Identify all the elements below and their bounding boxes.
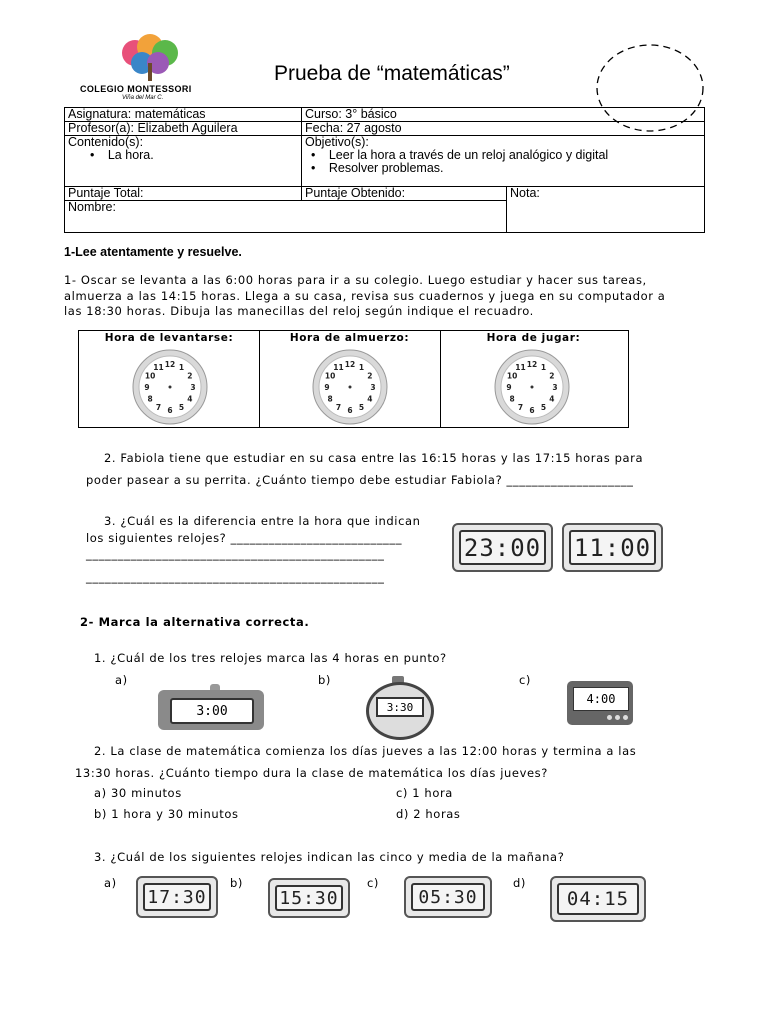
clock-center (531, 386, 534, 389)
s2-q3-option-c[interactable]: c) (367, 876, 380, 890)
s2-q1-clock-b[interactable] (364, 676, 432, 736)
clock-number: 3 (552, 383, 558, 392)
s2-q2-option-b[interactable]: b) 1 hora y 30 minutos (94, 807, 239, 821)
clock-number: 10 (324, 371, 336, 381)
clock-number: 10 (506, 371, 518, 381)
course-cell: Curso: 3° básico (302, 108, 705, 122)
objectives-label: Objetivo(s): (305, 135, 369, 149)
school-logo (115, 33, 185, 83)
clock-number: 6 (529, 406, 535, 415)
clock-number: 2 (187, 371, 193, 381)
analog-clock-3[interactable] (488, 349, 576, 425)
digital-clock-2 (562, 523, 663, 572)
clock-number: 1 (540, 363, 547, 373)
s2-question3: 3. ¿Cuál de los siguientes relojes indican las cinco y media de la mañana? (94, 850, 565, 864)
section2-heading: 2- Marca la alternativa correcta. (80, 615, 310, 629)
clock-label-2: Hora de almuerzo: (289, 332, 410, 344)
s2-q1-clock-a[interactable] (158, 684, 266, 730)
obtained-score-cell: Puntaje Obtenido: (302, 187, 507, 201)
clock-number: 5 (358, 402, 365, 412)
s2-q3-clock-b-time: 15:30 (275, 885, 343, 911)
objective-item-2: • Resolver problemas. (311, 161, 444, 175)
question2-line2: poder pasear a su perrita. ¿Cuánto tiempo debe estudiar Fabiola? ____________________ (86, 473, 634, 487)
clock-number: 9 (324, 383, 330, 392)
s2-q1-option-c[interactable]: c) (519, 673, 532, 687)
problem1-line3: las 18:30 horas. Dibuja las manecillas del reloj según indique el recuadro. (64, 304, 534, 318)
answer-line-1[interactable]: _______________________________________________ (86, 547, 385, 561)
s2-q2-option-a[interactable]: a) 30 minutos (94, 786, 182, 800)
question2-line1: 2. Fabiola tiene que estudiar en su casa entre las 16:15 horas y las 17:15 horas para (104, 451, 644, 465)
digital-clock-2-time: 11:00 (569, 530, 656, 565)
s2-q3-option-d[interactable]: d) (513, 876, 526, 890)
clock-number: 2 (549, 371, 555, 381)
clock-number: 12 (526, 360, 538, 369)
objective-text-2: Resolver problemas. (328, 161, 444, 175)
clock-number: 4 (549, 394, 555, 404)
clock-number: 6 (167, 406, 173, 415)
clock-number: 11 (515, 363, 526, 373)
clock-label-1: Hora de levantarse: (104, 332, 234, 344)
clock-cell-2 (259, 331, 441, 427)
s2-q1-clock-c[interactable] (567, 681, 635, 727)
clock-number: 11 (333, 363, 344, 373)
clock-number: 9 (144, 383, 150, 392)
school-name: COLEGIO MONTESSORI (80, 84, 192, 94)
grade-cell: Nota: (507, 187, 705, 233)
s2-q1-option-a[interactable]: a) (115, 673, 128, 687)
content-cell (65, 136, 302, 187)
clock-number: 12 (164, 360, 176, 369)
s2-q2-option-d[interactable]: d) 2 horas (396, 807, 461, 821)
clock-number: 5 (178, 402, 185, 412)
clock-number: 2 (367, 371, 373, 381)
section1-heading: 1-Lee atentamente y resuelve. (64, 245, 242, 259)
s2-q3-clock-d[interactable] (550, 876, 646, 922)
clock-number: 5 (540, 402, 547, 412)
clock-number: 10 (144, 371, 156, 381)
clock-number: 11 (153, 363, 164, 373)
content-label: Contenido(s): (68, 135, 144, 149)
clock-number: 7 (155, 402, 162, 412)
clock-cell-1 (79, 331, 260, 427)
clock-cell-3 (440, 331, 627, 427)
objective-item-1: • Leer la hora a través de un reloj analógico y digital (311, 148, 609, 162)
s2-question2-line2: 13:30 horas. ¿Cuánto tiempo dura la clase de matemática los días jueves? (75, 766, 548, 780)
digital-clock-1 (452, 523, 553, 572)
clock-center (349, 386, 352, 389)
name-cell: Nombre: (65, 201, 507, 233)
page-title: Prueba de “matemáticas” (274, 62, 510, 85)
clock-number: 6 (347, 406, 353, 415)
date-cell: Fecha: 27 agosto (302, 122, 705, 136)
clock-c-time: 4:00 (573, 687, 629, 711)
problem1-line1: 1- Oscar se levanta a las 6:00 horas para ir a su colegio. Luego estudiar y hacer sus tareas, (64, 273, 647, 287)
question3-line1: 3. ¿Cuál es la diferencia entre la hora que indican (104, 514, 421, 528)
s2-q3-option-b[interactable]: b) (230, 876, 243, 890)
clock-a-time: 3:00 (170, 698, 254, 724)
answer-line-2[interactable]: _______________________________________________ (86, 570, 385, 584)
clock-label-3: Hora de jugar: (486, 332, 581, 344)
clock-number: 7 (335, 402, 342, 412)
clock-number: 8 (147, 394, 153, 404)
monitor-dot (623, 715, 628, 720)
analog-clock-1[interactable] (126, 349, 214, 425)
clock-table (78, 330, 629, 428)
clock-number: 7 (517, 402, 524, 412)
problem1-line2: almuerza a las 14:15 horas. Llega a su casa, revisa sus cuadernos y juega en su computador a (64, 289, 666, 303)
monitor-dot (607, 715, 612, 720)
content-item: • La hora. (90, 148, 154, 162)
s2-question1: 1. ¿Cuál de los tres relojes marca las 4 horas en punto? (94, 651, 447, 665)
clock-number: 1 (358, 363, 365, 373)
teacher-cell: Profesor(a): Elizabeth Aguilera (65, 122, 302, 136)
clock-number: 3 (370, 383, 376, 392)
clock-number: 4 (187, 394, 193, 404)
s2-q1-option-b[interactable]: b) (318, 673, 331, 687)
clock-number: 9 (506, 383, 512, 392)
analog-clock-2[interactable] (306, 349, 394, 425)
objective-text-1: Leer la hora a través de un reloj analógico y digital (328, 148, 609, 162)
clock-number: 12 (344, 360, 356, 369)
total-score-cell: Puntaje Total: (65, 187, 302, 201)
clock-b-time: 3:30 (376, 697, 424, 717)
clock-number: 4 (367, 394, 373, 404)
s2-q3-clock-a[interactable] (136, 876, 218, 918)
subject-cell: Asignatura: matemáticas (65, 108, 302, 122)
question3-line2: los siguientes relojes? ___________________________ (86, 531, 403, 545)
s2-q3-clock-c-time: 05:30 (411, 883, 485, 911)
monitor-dot (615, 715, 620, 720)
clock-number: 1 (178, 363, 185, 373)
clock-center (169, 386, 172, 389)
clock-number: 3 (190, 383, 196, 392)
info-table (64, 107, 705, 233)
s2-q3-clock-a-time: 17:30 (143, 883, 211, 911)
digital-clock-1-time: 23:00 (459, 530, 546, 565)
s2-q3-clock-d-time: 04:15 (557, 883, 639, 915)
content-item-text: La hora. (107, 148, 154, 162)
s2-question2-line1: 2. La clase de matemática comienza los días jueves a las 12:00 horas y termina a las (94, 744, 637, 758)
s2-q3-option-a[interactable]: a) (104, 876, 117, 890)
school-subtitle: Viña del Mar C. (122, 95, 164, 101)
clock-number: 8 (327, 394, 333, 404)
objectives-cell (302, 136, 705, 187)
clock-number: 8 (509, 394, 515, 404)
s2-q3-clock-c[interactable] (404, 876, 492, 918)
s2-q3-clock-b[interactable] (268, 878, 350, 918)
s2-q2-option-c[interactable]: c) 1 hora (396, 786, 453, 800)
